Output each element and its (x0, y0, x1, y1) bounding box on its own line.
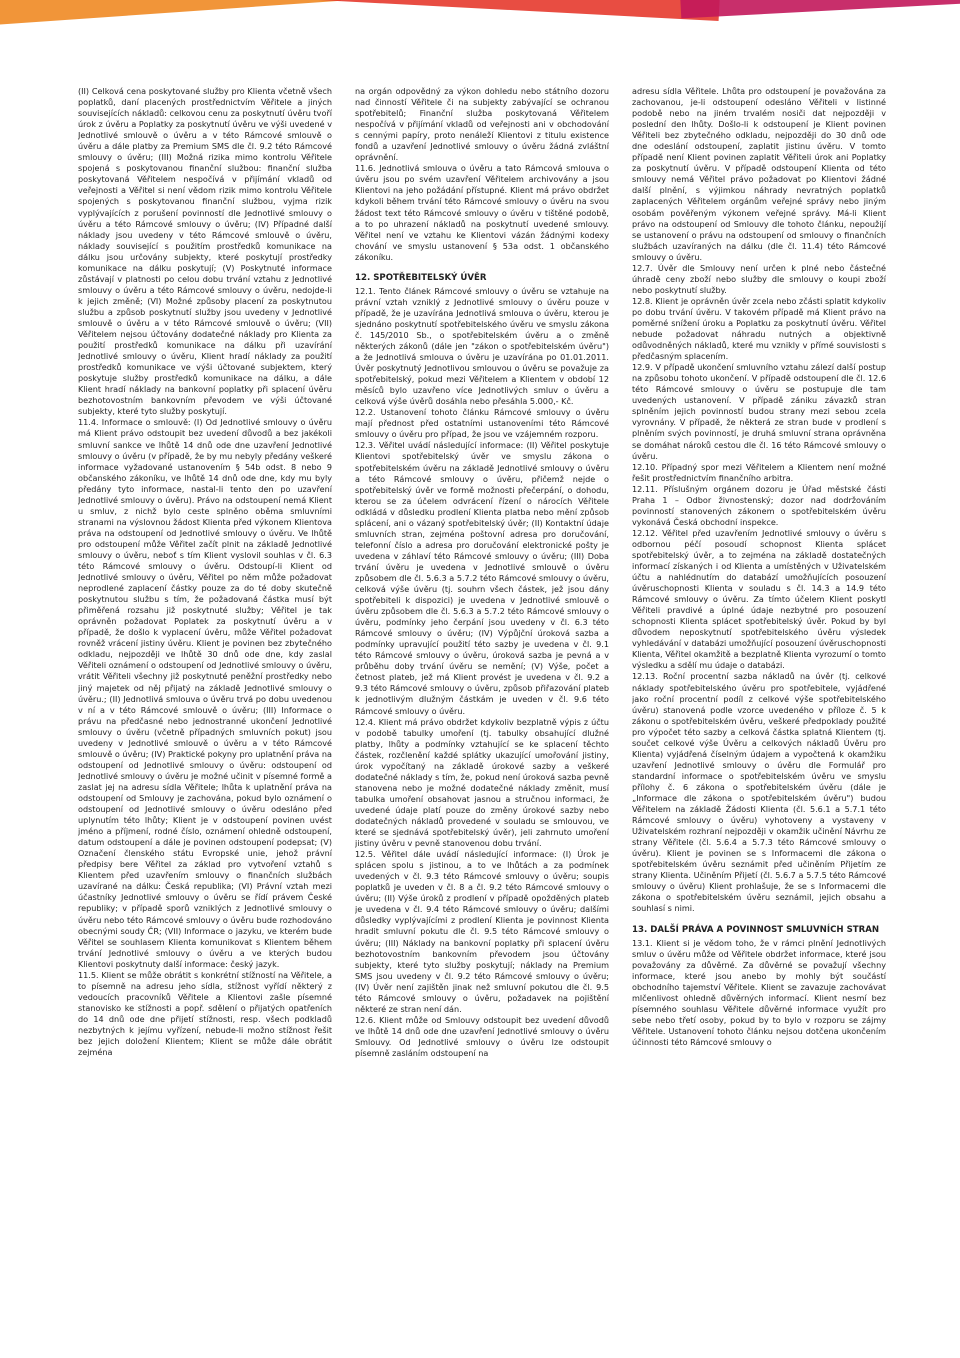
text-column-3 (632, 86, 886, 1336)
paragraph-supervision: na orgán odpovědný za výkon dohledu nebo státního dozoru nad činností Věřitele či na subjekty zabývající se ochranou spotřebitelů; Finanční služba poskytovaná Věřitelem nespočívá v přijímání vkladů od veřejnosti ani v obchodování s cennými papíry, proto nenáleží Klientovi z titulu existence fondů a uzavření Jednotlivé smlouvy o úvěru žádná zvláštní oprávnění. (355, 86, 609, 163)
paragraph-12-8: 12.8. Klient je oprávněn úvěr zcela nebo zčásti splatit kdykoliv po dobu trvání úvěru. V takovém případě má Klient právo na poměrné snížení úroku a Poplatku za poskytnutí úvěru. Věřitel nebude požadovat náhradu nutných a objektivně odůvodněných nákladů, které mu vznikly v přímé souvislosti s předčasným splacením. (632, 295, 886, 362)
header-accent-bar (0, 0, 960, 52)
paragraph-12-11: 12.11. Příslušným orgánem dozoru je Úřad městské části Praha 1 – Odbor živnostenský; dozor nad dodržováním povinností stanovených zákonem o spotřebitelském úvěru vykonává Česká obchodní inspekce. (632, 483, 886, 527)
accent-stripe-red (299, 0, 721, 21)
paragraph-12-9: 12.9. V případě ukončení smluvního vztahu zálezí další postup na způsobu tohoto ukončení. V případě odstoupení dle čl. 12.6 této Rámcové smlouvy o úvěru se postupuje dle tam uvedených ustanovení. V případě zániku závazků stran splněním jejich povinností budou strany mezi sebou zcela vyrovnány. V případě, že některá ze stran bude v prodlení s plněním svých povinností, je druhá smluvní strana oprávněna se domáhat nároků cestou dle čl. 16 této Rámcové smlouvy o úvěru. (632, 362, 886, 461)
paragraph-12-12: 12.12. Věřitel před uzavřením Jednotlivé smlouvy o úvěru s odbornou péčí posoudí schopnost Klienta splácet spotřebitelský úvěr, a to zejména na základě dostatečných informací získaných i od Klienta a umístěných v Uživatelském účtu a nahlédnutím do databází umožňujících posouzení úvěruschopnosti Klienta v souladu s čl. 14.3 a 14.9 této Rámcové smlouvy o úvěru. Za tímto účelem Klient poskytl Věřiteli pravdivé a úplné údaje nezbytné pro posouzení schopnosti Klienta splácet spotřebitelský úvěr. Pokud by byl důvodem neposkytnutí spotřebitelského úvěru výsledek vyhledávání v databázi umožňující posouzení úvěruschopnosti Klienta, Věřitel okamžitě a bezplatně Klienta vyrozumí o tomto výsledku a sdělí mu údaje o databázi. (632, 527, 886, 671)
paragraph-12-7: 12.7. Úvěr dle Smlouvy není určen k plné nebo částečné úhradě ceny zboží nebo služby dle smlouvy o koupi zboží nebo poskytnutí služby. (632, 262, 886, 295)
paragraph-12-13: 12.13. Roční procentní sazba nákladů na úvěr (tj. celkové náklady spotřebitelského úvěru pro spotřebitele, vyjádřené jako roční procentní podíl z celkové výše spotřebitelského úvěru) stanovená podle vzorce uvedeného v příloze č. 5 k zákonu o spotřebitelském úvěru, veškeré předpoklady použité pro výpočet této sazby a celková částka splatná Klientem (tj. součet celkové výše Úvěru a celkových nákladů Úvěru pro Klienta) vyjádřená číselným údajem a vypočtená k okamžiku uzavření Jednotlivé smlouvy o úvěru dle Formulář pro standardní informace o spotřebitelském úvěru ve smyslu přílohy č. 6 zákona o spotřebitelském úvěru (dále je „Informace dle zákona o spotřebitelském úvěru") budou Věřitelem na základě Žádosti Klienta (čl. 5.6.1 a 5.7.1 této Rámcové smlouvy o úvěru) vyhotoveny a vystaveny v Uživatelském rozhraní nejpozději v okamžik učinění Návrhu ze strany Věřitele (čl. 5.6.4 a 5.7.3 této Rámcové smlouvy o úvěru). Klient je povinen se s Informacemi dle zákona o spotřebitelském úvěru seznámit před učiněním Přijetím ze strany Klienta. Učiněním Přijetí (čl. 5.6.7 a 5.7.5 této Rámcové smlouvy o úvěru) Klient prohlašuje, že se s Informacemi dle zákona o spotřebitelském úvěru seznámil, jejich obsahu a souhlasí s nimi. (632, 671, 886, 914)
paragraph-12-4: 12.4. Klient má právo obdržet kdykoliv bezplatně výpis z účtu v podobě tabulky umoření (tj. tabulky obsahující dlužné platby, lhůty a podmínky vztahující se ke splacení těchto částek, rozčlenění každé splátky ukazující umořování jistiny, úrok vypočítaný na základě úrokové sazby a veškeré dodatečné náklady s tím, že, pokud není úroková sazba pevně stanovena nebo je možné dodatečné náklady změnit, musí tabulka umoření obsahovat jasnou a stručnou informaci, že uvedené údaje platí pouze do změny úrokové sazby nebo dodatečných nákladů provedené v souladu se smlouvou, ve které se sjednává spotřebitelský úvěr), jeli zahrnuto umoření jistiny úvěru v pevně stanovenou dobu trvání. (355, 716, 609, 849)
paragraph-12-3: 12.3. Věřitel uvádí následující informace: (II) Věřitel poskytuje Klientovi spotřebitelský úvěr ve smyslu zákona o spotřebitelském úvěru na základě Jednotlivé smlouvy o úvěru a této Rámcové smlouvy o úvěru, přičemž nejde o spotřebitelský úvěr ve formě možnosti přečerpání, o dohodu, kterou se za účelem odvrácení řízení o nárocích Věřitele odkládá v důsledku prodlení Klienta platba nebo mění způsob splácení, ani o vázaný spotřebitelský úvěr; (II) Kontaktní údaje smluvních stran, zejména poštovní adresa pro doručování, telefonní číslo a adresa pro doručování elektronické pošty je uvedena v záhlaví této Rámcové smlouvy o úvěru; (III) Doba trvání úvěru je uvedena v Jednotlivé smlouvě o úvěru způsobem dle čl. 5.6.3 a 5.7.2 této Rámcové smlouvy o úvěru, celková výše úvěru (tj. souhrn všech částek, jež jsou dány spotřebiteli k dispozici) je uvedena v Jednotlivé smlouvě o úvěru způsobem dle čl. 5.6.3 a 5.7.2 této Rámcové smlouvy o úvěru, podmínky jeho čerpání jsou uvedeny v čl. 6.3 této Rámcové smlouvy o úvěru; (IV) Výpůjční úroková sazba a podmínky upravující použití této sazby je uvedena v čl. 9.1 této Rámcové smlouvy o úvěru, úroková sazba je pevná a v průběhu doby trvání úvěru se nemění; (V) Výše, počet a četnost plateb, jež má Klient provést je uvedena v čl. 9.2 a 9.3 této Rámcové smlouvy o úvěru, způsob přiřazování plateb k jednotlivým dlužným částkám je uveden v čl. 9.6 této Rámcové smlouvy o úvěru. (355, 440, 609, 716)
paragraph-12-6: 12.6. Klient může od Smlouvy odstoupit bez uvedení důvodů ve lhůtě 14 dnů ode dne uzavření Jednotlivé smlouvy o úvěru Smlouvy. Od Jednotlivé smlouvy o úvěru lze odstoupit písemně zasláním odstoupení na (355, 1014, 609, 1058)
section-heading-12: 12. SPOTŘEBITELSKÝ ÚVĚR (355, 272, 487, 283)
paragraph-11-6: 11.6. Jednotlivá smlouva o úvěru a tato Rámcová smlouva o úvěru jsou po svém uzavření Věřitelem archivovány a jsou Klientovi na jeho požádání přístupné. Klient má právo obdržet kdykoli během trvání této Rámcové smlouvy o úvěru na svou žádost text této Rámcové smlouvy o úvěru v tištěné podobě, a to po uhrazení nákladů na poskytnutí uvedené smlouvy. Věřitel není ve vztahu ke Klientovi vázán žádnými kodexy chování ve smyslu ustanovení § 53a odst. 1 občanského zákoníku. (355, 163, 609, 262)
paragraph-11-4: 11.4. Informace o smlouvě: (I) Od Jednotlivé smlouvy o úvěru má Klient právo odstoupit bez uvedení důvodů a bez jakékoli smluvní sankce ve lhůtě 14 dnů ode dne uzavření Jednotlivé smlouvy o úvěru (v případě, že by mu nebyly předány veškeré informace vyžadované ustanovením § 54b odst. 8 nebo 9 občanského zákoníku, ve lhůtě 14 dnů ode dne, kdy mu byly předány tyto informace, nastal-li tento den po uzavření Jednotlivé smlouvy o úvěru). Právo na odstoupení nemá Klient u smluv, z nichž bylo ceste splněno oběma smluvními stranami na výslovnou žádost Klienta před výkonem Klientova práva na odstoupení od Jednotlivé smlouvy o úvěru. Ve lhůtě pro odstoupení může Věřitel začít plnit na základě Jednotlivé smlouvy o úvěru, neboť s tím Klient vyslovil souhlas v čl. 6.3 této Rámcové smlouvy o úvěru. Odstoupí-li Klient od Jednotlivé smlouvy o úvěru, Věřitel po něm může požadovat neprodlené zaplacení částky pouze za do té doby skutečně poskytnutou službu s tím, že požadovaná částka musí být přiměřená rozsahu již poskytnuté služby; Věřitel je tak oprávněn požadovat Poplatek za poskytnutí úvěru a v případě, že došlo k vyplacení úvěru, může Věřitel požadovat rovněž vrácení jistiny úvěru. Klient je povinen bez zbytečného odkladu, nejpozději ve lhůtě 30 dnů ode dne, kdy zaslal Věřiteli oznámení o odstoupení od Jednotlivé smlouvy o úvěru, vrátit Věřiteli všechny již poskytnuté peněžní prostředky nebo jiný majetek od něj přijatý na základě Jednotlivé smlouvy o úvěru.; (II) Jednotlivá smlouva o úvěru trvá po dobu uvedenou v ní a v této Rámcové smlouvě o úvěru; (III) Informace o právu na předčasné nebo jednostranné ukončení Jednotlivé smlouvy o úvěru (včetně případných smluvních pokut) jsou uvedeny v Jednotlivé smlouvě o úvěru a v této Rámcové smlouvě o úvěru; (IV) Praktické pokyny pro uplatnění práva na odstoupení od Jednotlivé smlouvy o úvěru: odstoupení od Jednotlivé smlouvy o úvěru je možné učinit v písemné formě a zaslat jej na adresu sídla Věřitele; lhůta k uplatnění práva na odstoupení od Smlouvy je zachována, pokud bylo oznámení o odstoupení od Jednotlivé smlouvy o úvěru odesláno před uplynutím této lhůty; Klient je v odstoupení povinen uvést jméno a příjmení, rodné číslo, oznámení ohledně odstoupení, datum odstoupení a dále je povinen odstoupení podepsat; (V) Označení členského státu Evropské unie, jehož právní předpisy bere Věřitel za základ pro vytvoření vztahů s Klientem před uzavřením smlouvy o finančních službách uzavírané na dálku: Česká republika; (VI) Právní vztah mezi účastníky Jednotlivé smlouvy o úvěru se řídí právem České republiky; v případě sporů vzniklých z Jednotlivé smlouvy o úvěru nebo této Rámcové smlouvy o úvěru bude rozhodováno obecnými soudy ČR; (VII) Informace o jazyku, ve kterém bude Věřitel se souhlasem Klienta komunikovat s Klientem během trvání Jednotlivé smlouvy o úvěru a ve kterých budou Klientovi poskytnuty další informace: český jazyk. (78, 417, 332, 969)
paragraph-13-1: 13.1. Klient si je vědom toho, že v rámci plnění Jednotlivých smluv o úvěru může od Věřitele obdržet informace, které jsou považovány za důvěrné. Za důvěrné se považují všechny informace, které jsou anebo by mohly být součástí obchodního tajemství Věřitele. Klient se zavazuje zachovávat mlčenlivost ohledně důvěrných informací. Klient nesmí bez písemného souhlasu Věřitele důvěrné informace využít pro sebe nebo třetí osoby, pokud by to bylo v rozporu se zájmy Věřitele. Ustanovení tohoto článku nejsou dotčena ukončením účinnosti této Rámcové smlouvy o (632, 937, 886, 1047)
paragraph-costs-info: (II) Celková cena poskytované služby pro Klienta včetně všech poplatků, daní placených prostřednictvím Věřitele a jiných souvisejících nákladů: celkovou cenu za poskytnutí úvěru tvoří úrok z úvěru a Poplatky za poskytnutí úvěru ve výši uvedené v Jednotlivé smlouvě o úvěru a v této Rámcové smlouvě o úvěru a dále platby za Premium SMS dle čl. 9.2 této Rámcové smlouvy o úvěru; (III) Možná rizika mimo kontrolu Věřitele spojená s poskytovanou finanční službou: finanční služba poskytovaná Věřitelem nespočívá v přijímání vkladů od veřejnosti a Věřitel si není vědom rizik mimo kontrolu Věřitele spojených s poskytovanou finanční službou, vyjma rizik vyplývajících z porušení povinností dle Jednotlivé smlouvy o úvěru a této Rámcové smlouvy o úvěru; (IV) Případné další náklady jsou uvedeny v této Rámcové smlouvě o úvěru, náklady související s použitím prostředků komunikace na dálku jsou určovány subjekty, které poskytují prostředky komunikace na dálku poskytují; (V) Poskytnuté informace zůstávají v platnosti po celou dobu trvání vztahu z Jednotlivé smlouvy o úvěru a této Rámcové smlouvy o úvěru, nedojde-li k jejich změně; (VI) Možné způsoby placení za poskytnutou službu a způsob poskytnutí služby jsou uvedeny v Jednotlivé smlouvě o úvěru a v této Rámcové smlouvě o úvěru; (VII) Věřitelem nejsou účtovány dodatečné náklady pro Klienta za použití prostředků komunikace na dálku při uzavírání Jednotlivé smlouvy o úvěru, Klient hradí náklady za použití prostředků komunikace ve výši účtované subjektem, který poskytuje služby prostředků komunikace na dálku, a dále Klient hradí náklady na bankovní poplatky při splacení úvěru bezhotovostním bankovním převodem ve výši účtované subjekty, které tyto služby poskytují. (78, 86, 332, 417)
paragraph-11-5: 11.5. Klient se může obrátit s konkrétní stížností na Věřitele, a to písemně na adresu jeho sídla, stížnost vyřídí některý z vedoucích pracovníků Věřitele a Klientovi zašle písemné stanovisko ke stížnosti a popř. sdělení o přijatých opatřeních do 14 dnů ode dne přijetí stížnosti, resp. všech podkladů nezbytných k jejímu vyřízení, nebude-li možno stížnost řešit bez jejich doložení Klientem; Klient se může dále obrátit zejména (78, 969, 332, 1058)
text-column-2 (355, 86, 609, 1336)
paragraph-12-2: 12.2. Ustanovení tohoto článku Rámcové smlouvy o úvěru mají přednost před ostatními ustanoveními této Rámcové smlouvy o úvěru pro případ, že jsou ve vzájemném rozporu. (355, 407, 609, 440)
paragraph-12-1: 12.1. Tento článek Rámcové smlouvy o úvěru se vztahuje na právní vztah vzniklý z Jednotlivé smlouvy o úvěru pouze v případě, že je uzavírána Jednotlivá smlouva o úvěru, kterou je sjednáno poskytnutí spotřebitelského úvěru ve smyslu zákona č. 145/2010 Sb., o spotřebitelském úvěru a o změně některých zákonů (dále jen "zákon o spotřebitelském úvěru") a že Jednotlivá smlouva o úvěru je uzavírána po 01.01.2011. Úvěr poskytnutý Jednotlivou smlouvou o úvěru se považuje za spotřebitelský, pokud mezi Věřitelem a Klientem v období 12 měsíců bylo uzavřeno více Jednotlivých smluv o úvěru a celková výše úvěrů dosáhla nebo přesáhla 5.000,- Kč. (355, 285, 609, 407)
section-heading-13: 13. DALŠÍ PRÁVA A POVINNOST SMLUVNÍCH STRAN (632, 924, 880, 935)
text-column-1 (78, 86, 332, 1336)
accent-stripe-magenta (679, 0, 960, 18)
paragraph-12-10: 12.10. Případný spor mezi Věřitelem a Klientem není možné řešit prostřednictvím finančního arbitra. (632, 461, 886, 483)
document-page (78, 86, 886, 1346)
accent-stripe-orange (0, 0, 341, 27)
paragraph-12-5: 12.5. Věřitel dále uvádí následující informace: (I) Úrok je splácen spolu s jistinou, a to ve lhůtách a za podmínek uvedených v čl. 9.3 této Rámcové smlouvy o úvěru; soupis poplatků je uveden v čl. 8 a čl. 9.2 této Rámcové smlouvy o úvěru; (II) Výše úroků z prodlení v případě opožděných plateb je uvedena v čl. 9.4 této Rámcové smlouvy o úvěru; dalšími důsledky vyplývajícími z prodlení Klienta je povinnost Klienta hradit smluvní pokutu dle čl. 9.5 této Rámcové smlouvy o úvěru; (III) Náklady na bankovní poplatky při splacení úvěru bezhotovostním bankovním převodem jsou účtovány subjekty, které tyto služby poskytují; náklady na Premium SMS jsou uvedeny v čl. 9.2 této Rámcové smlouvy o úvěru; (IV) Úvěr není zajištěn jinak než smluvní pokutou dle čl. 9.5 této Rámcové smlouvy o úvěru, požadavek na pojištění některé ze stran není dán. (355, 849, 609, 1014)
paragraph-withdrawal-cont: adresu sídla Věřitele. Lhůta pro odstoupení je považována za zachovanou, je-li odstoupení odesláno Věřiteli v listinné podobě nebo na jiném trvalém nosiči dat nejpozději v poslední den lhůty. Došlo-li k odstoupení je Klient povinen Věřiteli bez zbytečného odkladu, nejpozději do 30 dnů ode dne odeslání odstoupení, zaplatit jistinu úvěru. V tomto případě není Klient povinen zaplatit Věřiteli úrok ani Poplatky za poskytnutí úvěru. V případě odstoupení Klienta od této smlouvy nemá Věřitel právo požadovat po Klientovi žádné další plnění, s výjimkou náhrady nevratných poplatků zaplacených Věřitelem orgánům veřejné správy nebo jiným osobám pověřeným výkonem veřejné správy. Má-li Klient právo na odstoupení od Smlouvy dle tohoto článku, nepoužijí se ustanovení o právu na odstoupení od smlouvy o finančních službách uzavíraných na dálku (dle čl. 11.4) této Rámcové smlouvy o úvěru. (632, 86, 886, 262)
